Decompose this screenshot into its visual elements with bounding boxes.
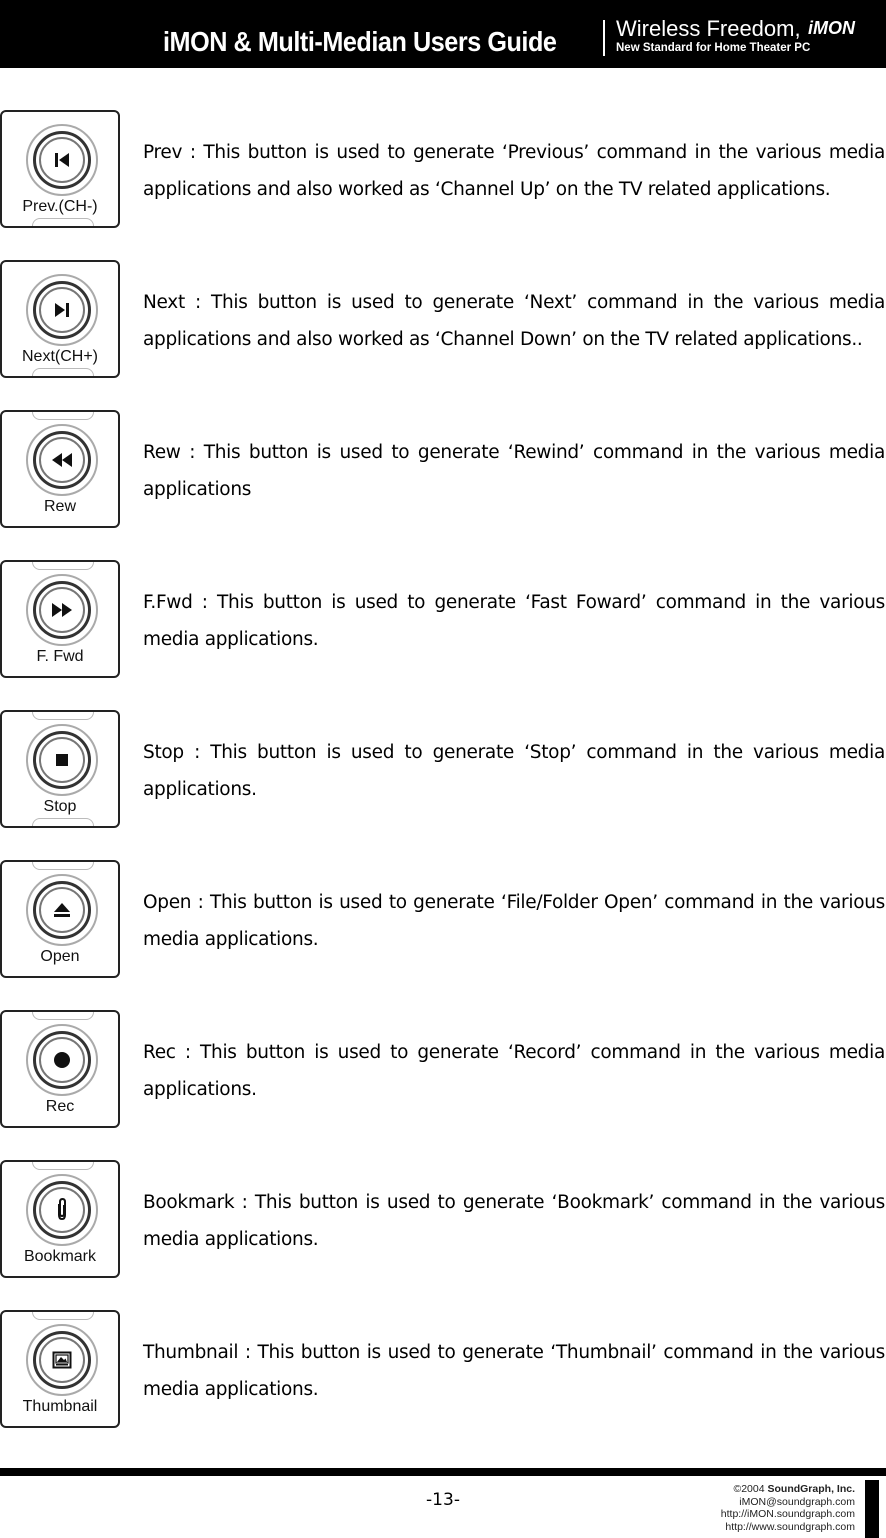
button-entry-rec [0, 1010, 886, 1130]
prev-button-image [0, 110, 120, 228]
contact-email: iMON@soundgraph.com [739, 1495, 855, 1508]
header-divider [603, 20, 605, 56]
rew-button-image [0, 410, 120, 528]
website-link[interactable]: http://iMON.soundgraph.com [720, 1508, 855, 1520]
button-description: Rew : This button is used to generate ‘Rewind’ command in the various media applications [143, 442, 885, 500]
page-number: -13- [426, 1490, 460, 1510]
ffwd-button-image [0, 560, 120, 678]
website-link[interactable]: http://www.soundgraph.com [725, 1520, 855, 1533]
button-entry-ffwd [0, 560, 886, 680]
button-description: Rec : This button is used to generate ‘Record’ command in the various media applications. [143, 1042, 885, 1100]
button-label: F. Fwd [36, 648, 84, 665]
button-label: Bookmark [23, 1248, 97, 1265]
stop-icon [55, 753, 69, 767]
button-entry-bookmark [0, 1160, 886, 1280]
thumbnail-icon [52, 1351, 72, 1369]
footer-credit [680, 1483, 855, 1533]
footer-bar [865, 1480, 879, 1538]
button-description: Prev : This button is used to generate ‘Previous’ command in the various media applications and also worked as ‘Channel Up’ on the TV related applications. [143, 142, 885, 200]
footer-rule [0, 1468, 886, 1476]
header-tagline: Wireless Freedom, [616, 16, 801, 41]
button-label: Stop [43, 798, 77, 815]
record-icon [53, 1051, 71, 1069]
button-label: Rew [43, 498, 76, 515]
button-label: Prev.(CH-) [22, 198, 98, 215]
button-label: Rec [45, 1098, 75, 1115]
button-entry-open [0, 860, 886, 980]
button-entry-stop [0, 710, 886, 830]
rewind-icon [50, 452, 74, 468]
next-button-image [0, 260, 120, 378]
copyright-text: ©2004 [733, 1483, 765, 1495]
imon-logo: iMON [808, 18, 855, 38]
button-description: Thumbnail : This button is used to generate ‘Thumbnail’ command in the various media applications. [143, 1342, 885, 1400]
thumbnail-button-image [0, 1310, 120, 1428]
guide-title: iMON & Multi-Median Users Guide [163, 26, 557, 57]
button-label: Thumbnail [22, 1398, 98, 1415]
button-entry-thumbnail [0, 1310, 886, 1430]
button-entry-next [0, 260, 886, 380]
button-description: Stop : This button is used to generate ‘Stop’ command in the various media applications. [143, 742, 885, 800]
skip-next-icon [52, 301, 72, 319]
page-header [0, 0, 886, 68]
open-button-image [0, 860, 120, 978]
company-name: SoundGraph, Inc. [767, 1483, 855, 1495]
button-description: Open : This button is used to generate ‘File/Folder Open’ command in the various media applications. [143, 892, 885, 950]
rec-button-image [0, 1010, 120, 1128]
paperclip-icon [54, 1198, 70, 1222]
fast-forward-icon [50, 602, 74, 618]
button-description: Next : This button is used to generate ‘Next’ command in the various media applications and also worked as ‘Channel Down’ on the TV related applications.. [143, 292, 885, 350]
button-entry-rew [0, 410, 886, 530]
button-description: F.Fwd : This button is used to generate ‘Fast Foward’ command in the various media applications. [143, 592, 885, 650]
button-description: Bookmark : This button is used to generate ‘Bookmark’ command in the various media applications. [143, 1192, 885, 1250]
skip-previous-icon [52, 151, 72, 169]
eject-icon [53, 902, 71, 918]
header-subtitle: New Standard for Home Theater PC [616, 42, 811, 54]
button-label: Next(CH+) [21, 348, 98, 365]
button-label: Open [40, 948, 80, 965]
button-entry-prev [0, 110, 886, 230]
stop-button-image [0, 710, 120, 828]
bookmark-button-image [0, 1160, 120, 1278]
